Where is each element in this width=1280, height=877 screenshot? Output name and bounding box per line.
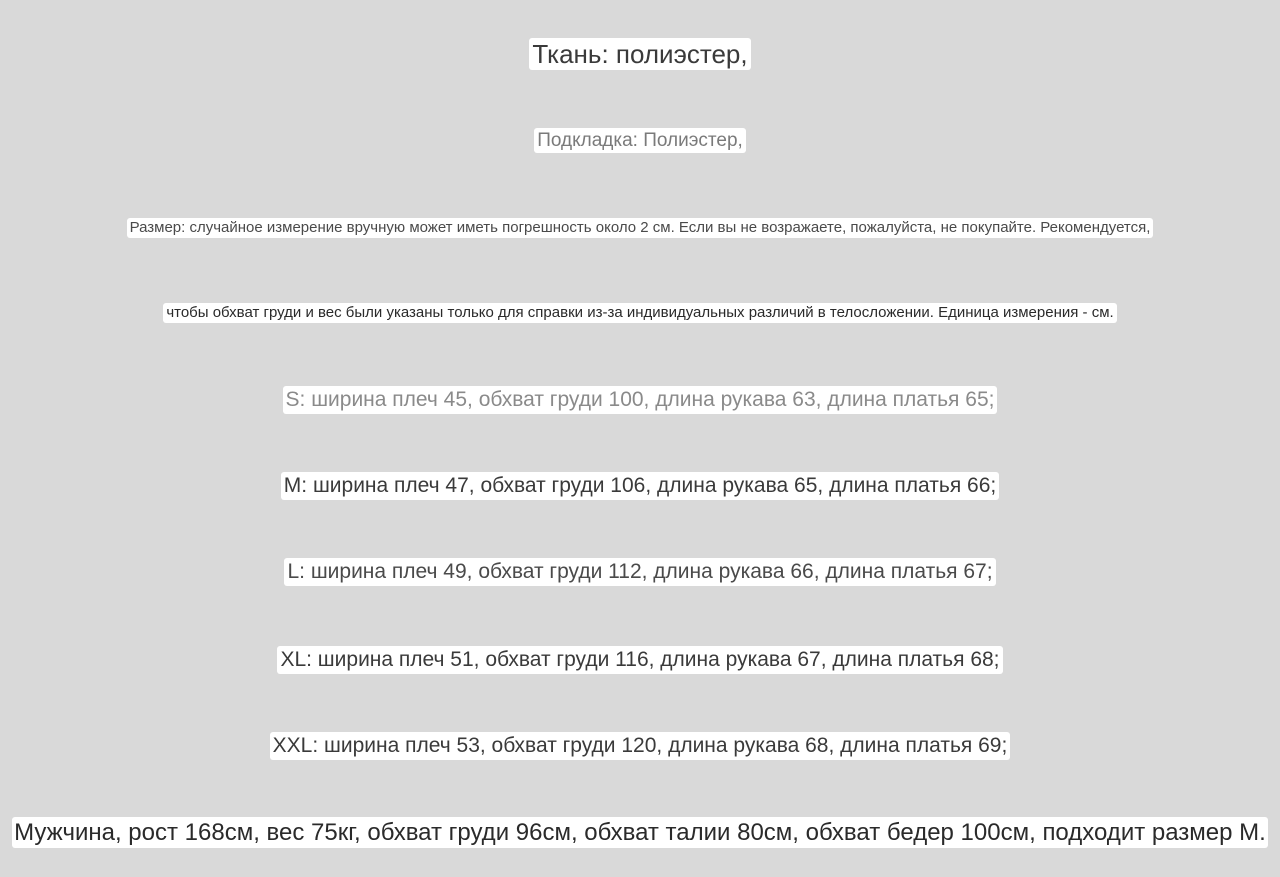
lining-text: Подкладка: Полиэстер, xyxy=(534,128,746,153)
fabric-line xyxy=(0,38,1280,70)
size-note-text-1: Размер: случайное измерение вручную может иметь погрешность около 2 см. Если вы не возражаете, пожалуйста, не покупайте. Рекомендуется, xyxy=(127,218,1154,238)
size-s-text: S: ширина плеч 45, обхват груди 100, длина рукава 63, длина платья 65; xyxy=(283,386,998,414)
size-note-line-2 xyxy=(0,303,1280,323)
model-info-text: Мужчина, рост 168см, вес 75кг, обхват груди 96см, обхват талии 80см, обхват бедер 100см, подходит размер M. xyxy=(14,819,1266,846)
size-m-text: M: ширина плеч 47, обхват груди 106, длина рукава 65, длина платья 66; xyxy=(281,472,999,500)
fabric-text: Ткань: полиэстер, xyxy=(529,38,750,70)
size-xxl-line xyxy=(0,732,1280,760)
size-s-line xyxy=(0,386,1280,414)
size-l-line xyxy=(0,558,1280,586)
size-l-text: L: ширина плеч 49, обхват груди 112, длина рукава 66, длина платья 67; xyxy=(284,558,995,586)
size-note-line-1 xyxy=(0,218,1280,238)
size-note-text-2: чтобы обхват груди и вес были указаны только для справки из-за индивидуальных различий в телосложении. Единица измерения - см. xyxy=(163,303,1116,323)
size-xl-line xyxy=(0,646,1280,674)
lining-line xyxy=(0,128,1280,153)
size-xl-text: XL: ширина плеч 51, обхват груди 116, длина рукава 67, длина платья 68; xyxy=(277,646,1002,674)
model-info-line xyxy=(0,817,1280,848)
size-m-line xyxy=(0,472,1280,500)
size-xxl-text: XXL: ширина плеч 53, обхват груди 120, длина рукава 68, длина платья 69; xyxy=(270,732,1011,760)
